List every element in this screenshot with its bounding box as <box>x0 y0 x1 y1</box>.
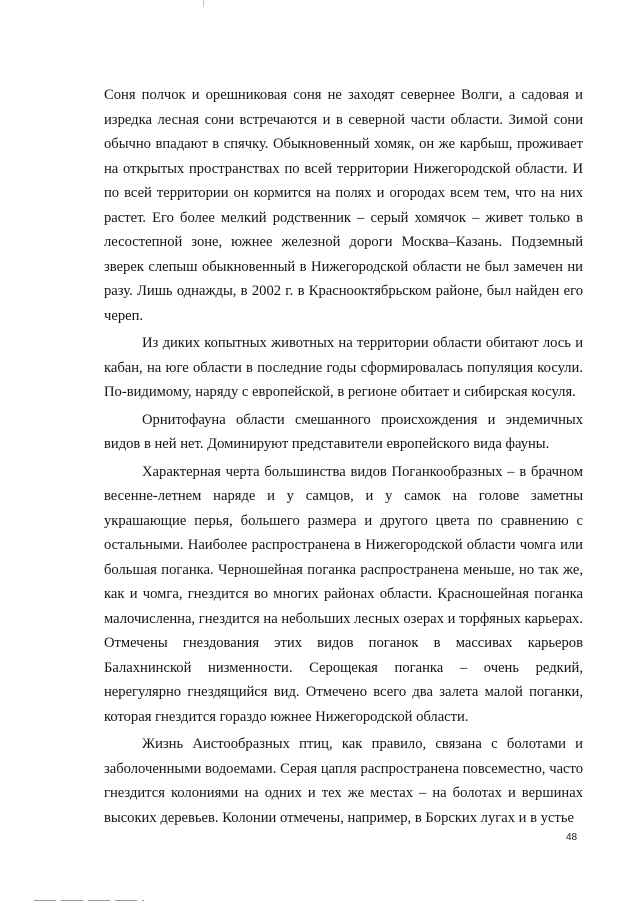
scan-artifact-line <box>34 900 144 901</box>
paragraph: Жизнь Аистообразных птиц, как правило, связана с болотами и заболоченными водоемами. Серая цапля распространена повсеместно, часто гнездится колониями на одних и тех же местах – на болотах и вершинах высоких деревьев. Колонии отмечены, например, в Борских лугах и в устье <box>104 736 583 826</box>
page-number: 48 <box>566 832 578 843</box>
scan-artifact-mark <box>203 0 204 7</box>
paragraph: Из диких копытных животных на территории области обитают лось и кабан, на юге области в последние годы сформировалась популяция косули. По-видимому, наряду с европейской, в регионе обитает и сибирская косуля. <box>104 335 583 400</box>
body-text <box>104 83 583 830</box>
paragraph: Орнитофауна области смешанного происхождения и эндемичных видов в ней нет. Доминируют представители европейского вида фауны. <box>104 411 583 452</box>
paragraph: Характерная черта большинства видов Поганкообразных – в брачном весенне-летнем наряде и у самцов, и у самок на голове заметны украшающие перья, большего размера и другого цвета по сравнению с остальными. Наиболее распространена в Нижегородской области чомга или большая поганка. Черношейная поганка распространена меньше, но так же, как и чомга, гнездится во многих районах области. Красношейная поганка малочисленна, гнездится на небольших лесных озерах и торфяных карьерах. Отмечены гнездования этих видов поганок в массивах карьеров Балахнинской низменности. Серощекая поганка – очень редкий, нерегулярно гнездящийся вид. Отмечено всего два залета малой поганки, которая гнездится гораздо южнее Нижегородской области. <box>104 463 583 725</box>
paragraph: Соня полчок и орешниковая соня не заходят севернее Волги, а садовая и изредка лесная сони встречаются и в северной части области. Зимой сони обычно впадают в спячку. Обыкновенный хомяк, он же карбыш, проживает на открытых пространствах по всей территории Нижегородской области. И по всей территории он кормится на полях и огородах всем тем, что на них растет. Его более мелкий родственник – серый хомячок – живет только в лесостепной зоне, южнее железной дороги Москва–Казань. Подземный зверек слепыш обыкновенный в Нижегородской области не был замечен ни разу. Лишь однажды, в 2002 г. в Краснооктябрьском районе, был найден его череп. <box>104 87 583 324</box>
